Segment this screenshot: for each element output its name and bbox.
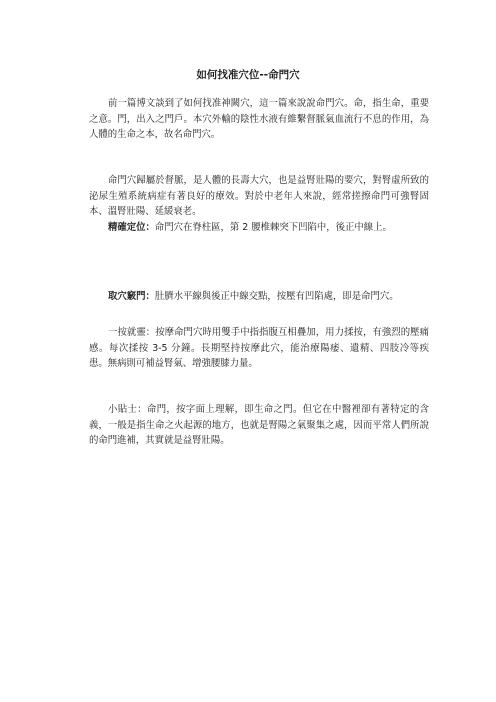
massage-label: 一按就靈：: [108, 327, 156, 338]
massage-paragraph: [89, 325, 429, 372]
finding-tips-text: 肚臍水平線與後正中線交點，按壓有凹陷處，即是命門穴。: [154, 291, 399, 302]
overview-paragraph: 命門穴歸屬於督脈，是人體的長壽大穴，也是益腎壯陽的要穴，對腎虛所致的泌尿生殖系統病症有著良好的療效。對於中老年人來說，經常搓擦命門可強腎固本、溫腎壯陽、延緩衰老。: [89, 175, 429, 217]
finding-tips-paragraph: [89, 289, 429, 305]
location-text: 命門穴在脊柱區，第 2 腰椎棘突下凹陷中，後正中線上。: [154, 222, 392, 233]
location-paragraph: [89, 220, 429, 236]
finding-tips-label: 取穴竅門：: [108, 291, 155, 302]
document-title: 如何找准穴位--命門穴: [196, 69, 300, 81]
location-label: 精確定位：: [108, 222, 155, 233]
tips-paragraph: 小貼士：命門，按字面上理解，即生命之門。但它在中醫裡卻有著特定的含義，一般是指生命之火起源的地方，也就是腎陽之氣聚集之處，因而平常人們所說的命門進補，其實就是益腎壯陽。: [89, 404, 429, 446]
massage-text: 按摩命門穴時用雙手中指指腹互相疊加，用力揉按，有強烈的壓痛感。每次揉按 3-5 分鐘。長期堅持按摩此穴，能治療陽痿、遺精、四肢冷等疾患。無病則可補益腎氣、增強腰膝力量。: [89, 327, 429, 369]
intro-paragraph: 前一篇博文談到了如何找准神闕穴，這一篇來說說命門穴。命，指生命，重要之意。門，出入之門戶。本穴外輸的陰性水液有維繫督脈氣血流行不息的作用，為人體的生命之本，故名命門穴。: [89, 98, 429, 140]
